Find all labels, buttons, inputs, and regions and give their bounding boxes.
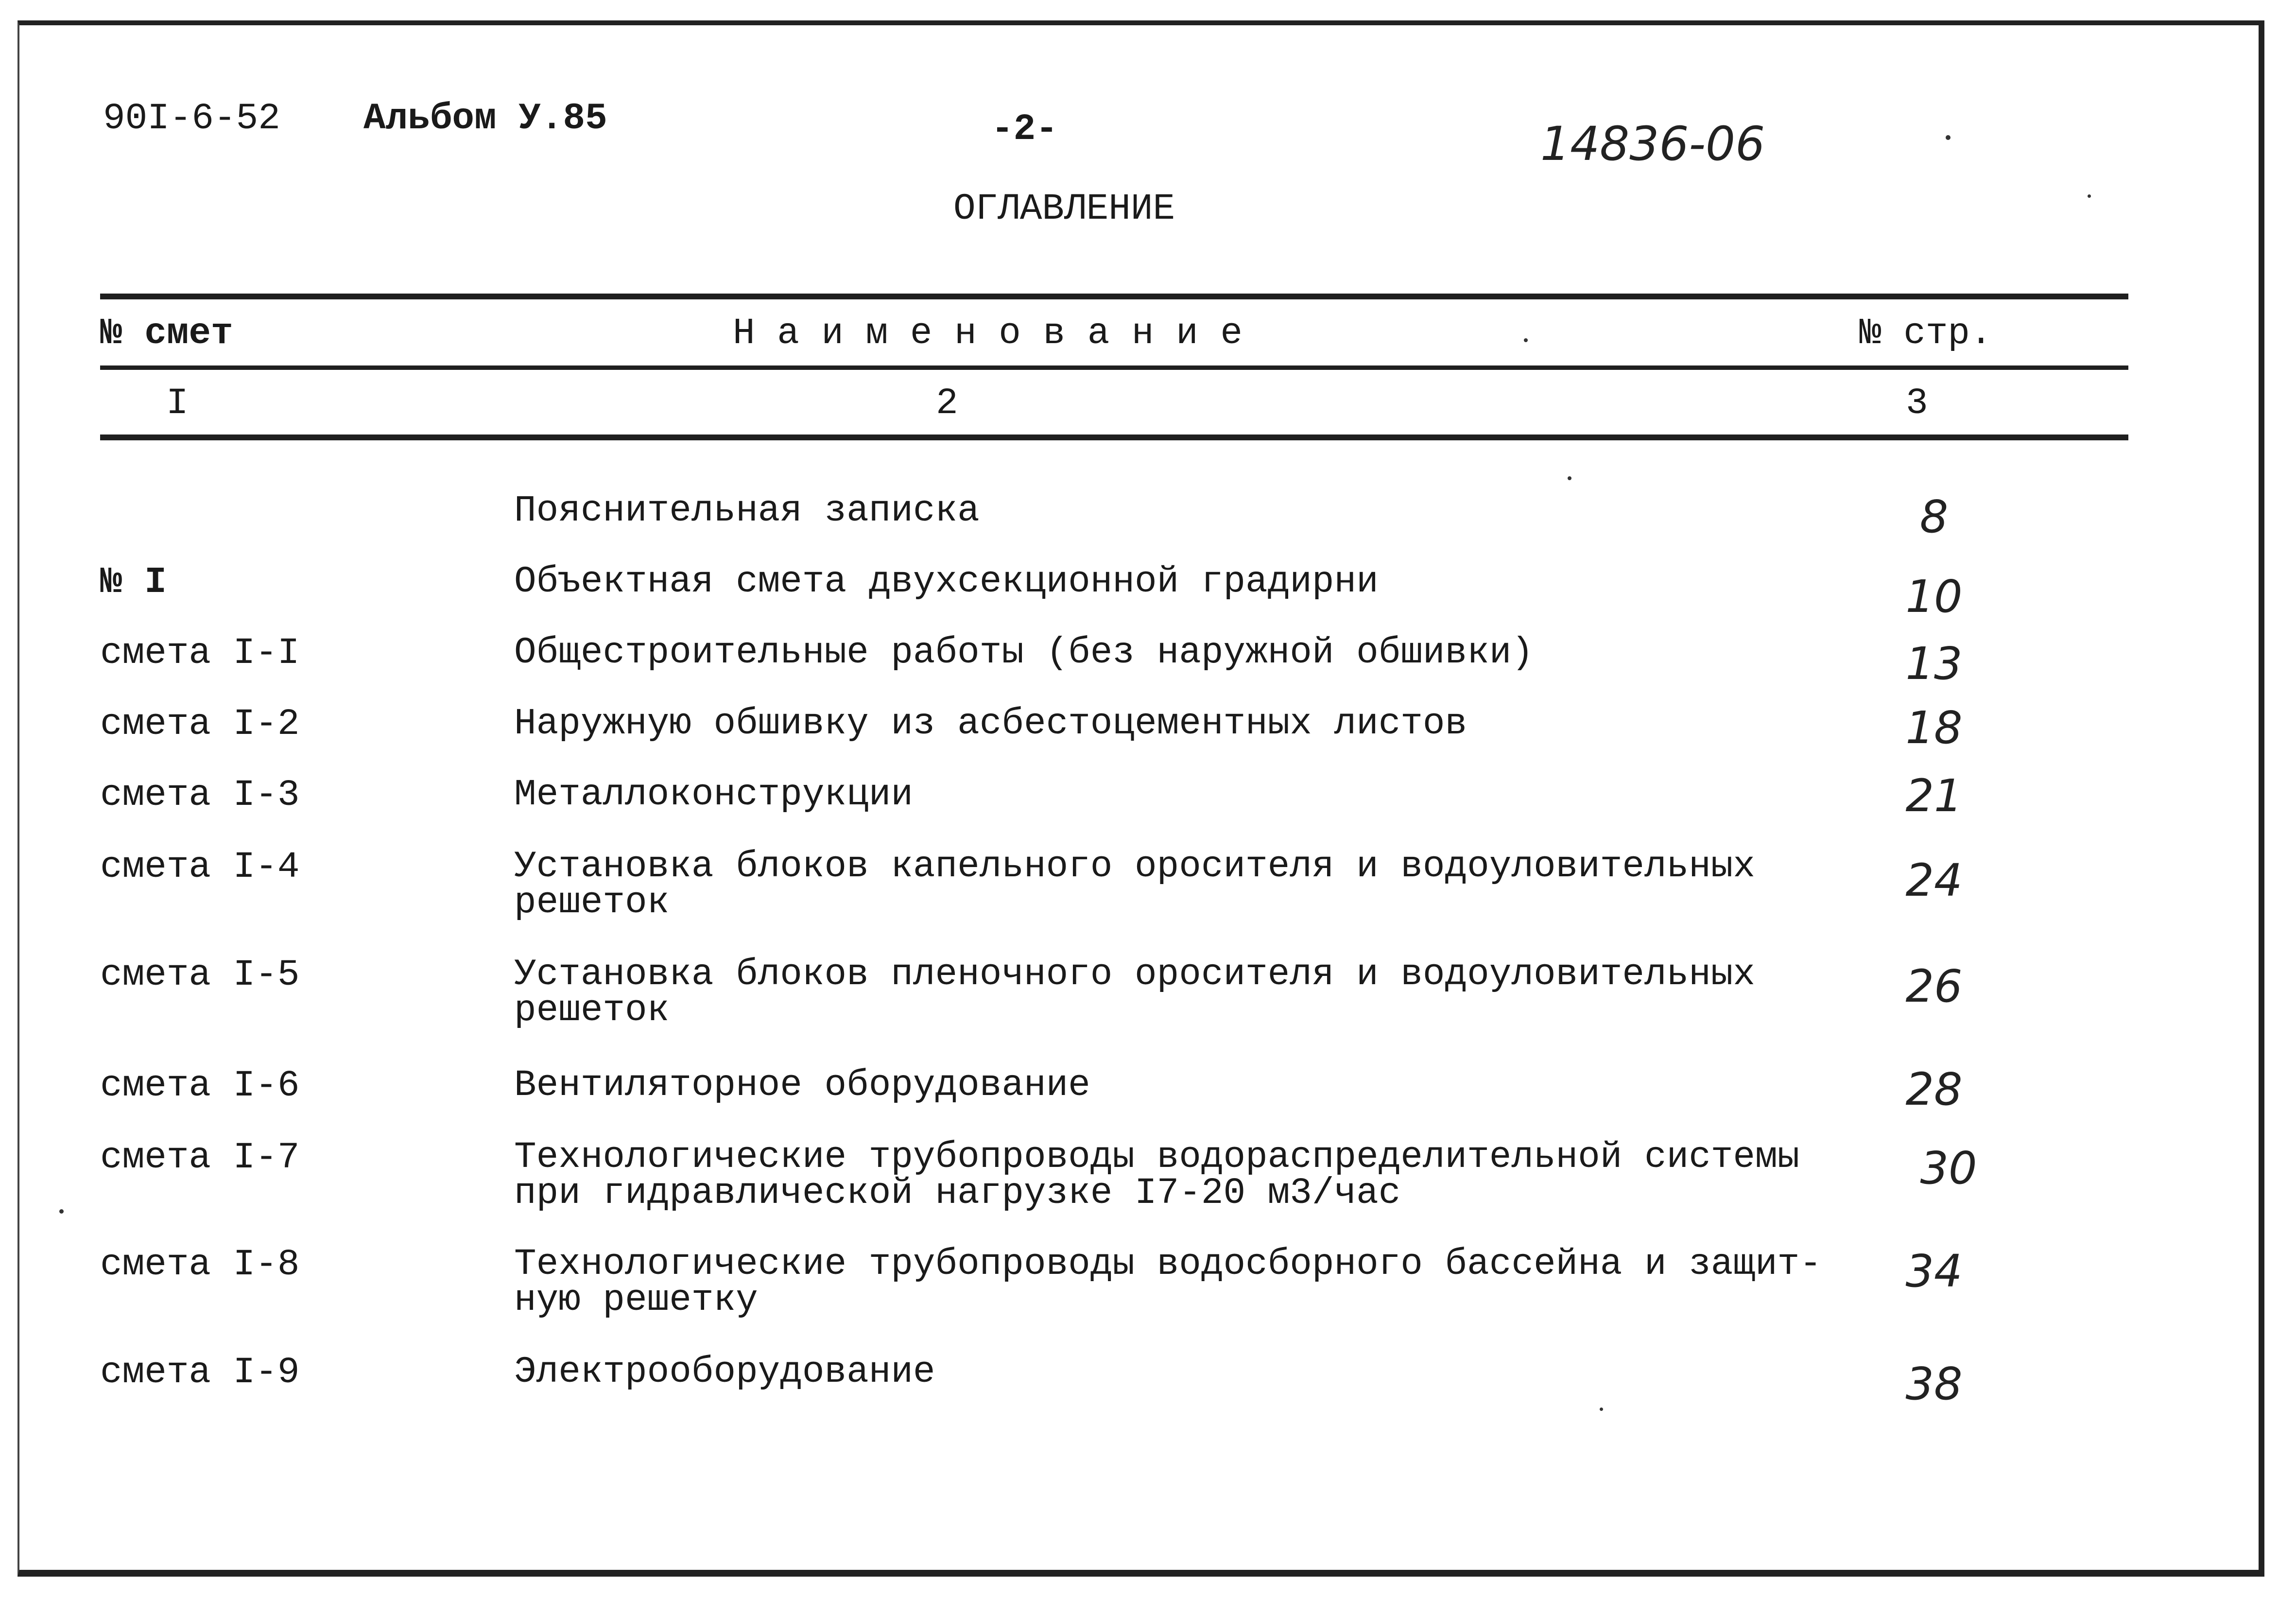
series-code: 90I-6-52 [103,98,280,139]
column-number-1: I [166,382,189,424]
column-number-3: 3 [1906,382,1928,424]
page-number: 13 [1905,638,1963,690]
estimate-code: смета I-3 [100,774,300,816]
scan-speck [2088,194,2091,198]
estimate-title: Пояснительная записка [514,490,980,532]
estimate-title: Наружную обшивку из асбестоцементных листов [514,703,1467,745]
estimate-code: смета I-4 [100,846,300,888]
estimate-code: смета I-8 [100,1244,300,1286]
estimate-code: смета I-2 [100,703,300,745]
estimate-title: Установка блоков пленочного оросителя и водоуловительных решеток [514,954,1756,1031]
column-header-name: Н а и м е н о в а н и е [733,313,1243,354]
page-number: 10 [1905,571,1963,623]
scan-speck [1524,338,1528,342]
page-number: 34 [1905,1245,1963,1297]
estimate-code: смета I-9 [100,1352,300,1393]
page-number: 28 [1905,1063,1963,1115]
estimate-code: № I [100,561,167,603]
estimate-title: Общестроительные работы (без наружной обшивки) [514,632,1534,674]
table-top-rule [100,294,2128,299]
column-header-page-no: № стр. [1859,313,1992,354]
header-divider-rule [100,365,2128,370]
estimate-title: Установка блоков капельного оросителя и водоуловительных решеток [514,846,1756,923]
estimate-code: смета I-5 [100,954,300,996]
estimate-title: Технологические трубопроводы водосборного бассейна и защит- ную решетку [514,1243,1822,1321]
scan-speck [1600,1408,1603,1411]
estimate-code: смета I-I [100,632,300,674]
page-number: 24 [1905,854,1963,906]
estimate-title: Вентиляторное оборудование [514,1064,1090,1106]
estimate-title: Электрооборудование [514,1351,935,1393]
column-number-2: 2 [936,382,958,424]
scan-speck [1946,135,1951,140]
page-number: 21 [1905,770,1963,822]
scan-speck [1568,476,1571,480]
estimate-title: Технологические трубопроводы водораспределительной системы при гидравлической нагрузке I7-20 м3/час [514,1136,1800,1214]
page-number: 8 [1919,491,1949,543]
page-number: 26 [1905,960,1963,1012]
estimate-code: смета I-6 [100,1065,300,1107]
page-number: 18 [1905,702,1963,754]
column-header-estimate-no: № смет [100,313,233,354]
page-number: 30 [1920,1142,1977,1194]
estimate-code: смета I-7 [100,1137,300,1179]
page-marker: -2- [991,108,1058,150]
estimate-title: Металлоконструкции [514,774,913,816]
estimate-title: Объектная смета двухсекционной градирни [514,561,1379,603]
scan-speck [59,1209,64,1214]
album-label: Альбом У.85 [363,98,607,139]
doc-title: ОГЛАВЛЕНИЕ [953,188,1175,230]
header-bottom-rule [100,435,2128,440]
inventory-number: 14836-06 [1540,117,1765,171]
page-number: 38 [1905,1358,1963,1410]
